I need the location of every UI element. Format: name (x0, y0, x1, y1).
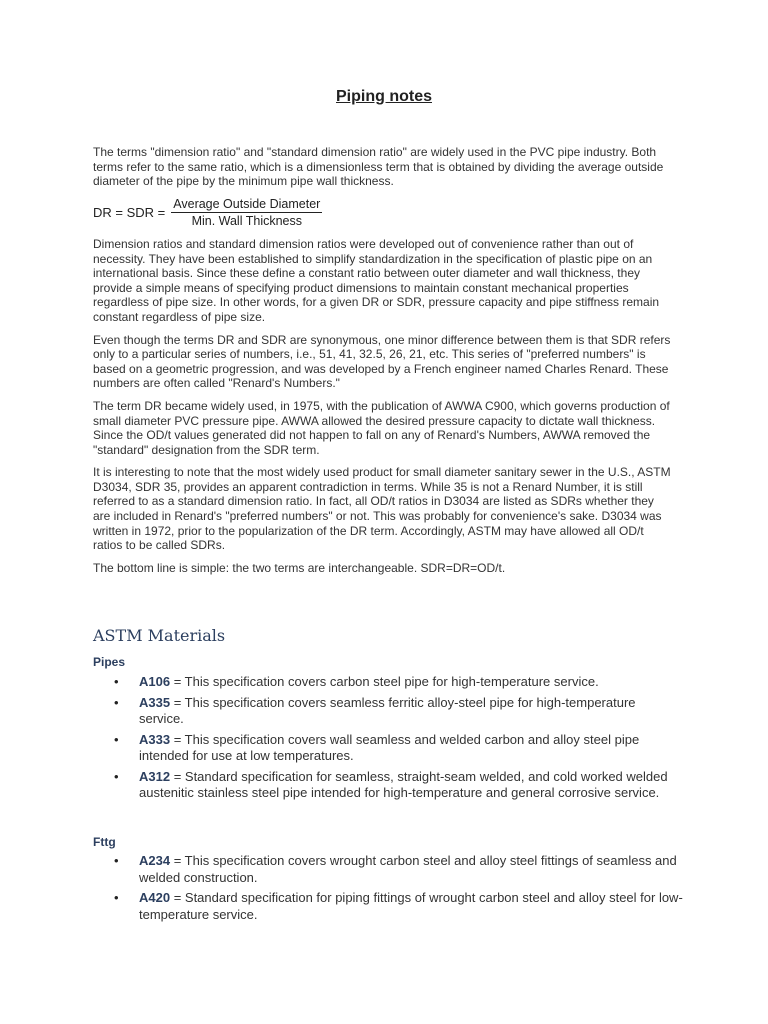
paragraph: It is interesting to note that the most widely used product for small diameter sanitary sewer in the U.S., ASTM D3034, SDR 35, provides an apparent contradiction in terms. While 35 is not a Renard Number, it is still referred to as a standard dimension ratio. In fact, all OD/t ratios in D3034 are listed as SDRs whether they are included in Renard's "preferred numbers" or not. This was probably for convenience's sake. D3034 was written in 1972, prior to the popularization of the DR term. Accordingly, ASTM may have allowed all OD/t ratios to be called SDRs. (93, 465, 671, 553)
spec-code: A420 (139, 890, 171, 905)
formula-denominator: Min. Wall Thickness (191, 214, 303, 229)
sdr-formula (93, 197, 673, 229)
spec-description: = Standard specification for piping fittings of wrought carbon steel and alloy steel for low-temperature service. (139, 890, 683, 922)
page-title: Piping notes (336, 88, 432, 105)
paragraph: Even though the terms DR and SDR are synonymous, one minor difference between them is that SDR refers only to a particular series of numbers, i.e., 51, 41, 32.5, 26, 21, etc. This series of "preferred numbers" is based on a geometric progression, and was developed by a French engineer named Charles Renard. These numbers are often called "Renard's Numbers." (93, 332, 671, 391)
astm-materials-heading: ASTM Materials (93, 626, 226, 645)
spec-code: A333 (139, 731, 171, 747)
paragraph: The terms "dimension ratio" and "standard dimension ratio" are widely used in the PVC pipe industry. Both terms refer to the same ratio, which is a dimensionless term that is obtained by dividing the average outside diameter of the pipe by the minimum pipe wall thickness. (93, 145, 664, 189)
formula-fraction (171, 197, 322, 229)
pipes-list (93, 674, 683, 806)
list-item (93, 732, 683, 765)
spec-code: A106 (139, 674, 171, 689)
spec-description: = Standard specification for seamless, straight-seam welded, and cold worked welded austenitic stainless steel pipe intended for high-temperature and general corrosive service. (139, 768, 668, 800)
paragraph: The term DR became widely used, in 1975, with the publication of AWWA C900, which governs production of small diameter PVC pressure pipe. AWWA allowed the desired pressure capacity to dictate wall thickness. Since the OD/t values generated did not happen to fall on any of Renard's Numbers, AWWA removed the "standard" designation from the SDR term. (93, 398, 670, 457)
paragraph: Dimension ratios and standard dimension ratios were developed out of convenience rather than out of necessity. They have been established to simplify standardization in the specification of plastic pipe on an international basis. Since these define a constant ratio between outer diameter and wall thickness, they provide a simple means of specifying product dimensions to maintain constant mechanical properties regardless of pipe size. In other words, for a given DR or SDR, pressure capacity and pipe stiffness remain constant regardless of pipe size. (93, 236, 660, 324)
fttg-heading: Fttg (93, 835, 116, 849)
body-text (93, 145, 673, 583)
spec-description: = This specification covers wall seamless and welded carbon and alloy steel pipe intended for use at low temperatures. (139, 731, 640, 763)
list-item (93, 890, 683, 923)
spec-code: A335 (139, 694, 171, 710)
list-item (93, 695, 683, 728)
list-item (93, 674, 683, 691)
spec-code: A312 (139, 768, 171, 784)
spec-description: = This specification covers seamless ferritic alloy-steel pipe for high-temperature service. (139, 694, 636, 726)
list-item (93, 853, 683, 886)
list-item (93, 769, 683, 802)
paragraph: The bottom line is simple: the two terms are interchangeable. SDR=DR=OD/t. (93, 560, 506, 575)
pipes-heading: Pipes (93, 655, 126, 669)
spec-description: = This specification covers carbon steel pipe for high-temperature service. (170, 674, 599, 689)
formula-lhs: DR = SDR = (93, 204, 166, 220)
formula-numerator: Average Outside Diameter (171, 197, 322, 214)
spec-description: = This specification covers wrought carbon steel and alloy steel fittings of seamless and welded construction. (139, 853, 677, 885)
fttg-list (93, 853, 683, 927)
spec-code: A234 (139, 853, 171, 868)
